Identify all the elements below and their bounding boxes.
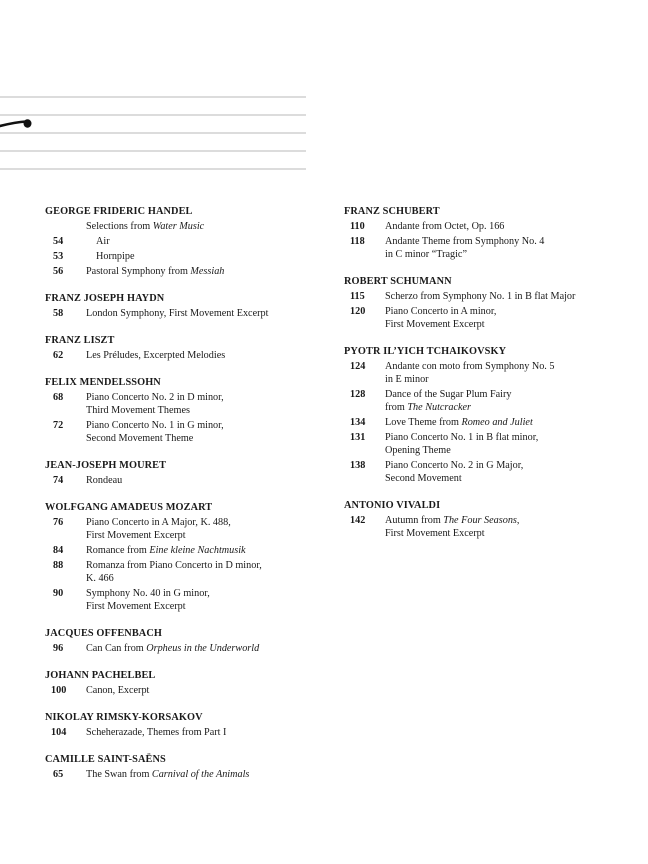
title-text: Scherzo from Symphony No. 1 in B flat Major	[385, 291, 576, 302]
title-text: Selections from	[86, 221, 153, 232]
contents-entry[interactable]	[344, 459, 634, 485]
composer-section	[45, 459, 325, 487]
title-text: Andante from Octet, Op. 166	[385, 221, 505, 232]
title-text: in E minor	[385, 374, 429, 385]
piece-title-line	[86, 600, 325, 613]
page-number: 76	[53, 517, 64, 528]
page-number: 68	[53, 392, 64, 403]
composer-section	[45, 627, 325, 655]
page-number: 110	[350, 221, 365, 232]
piece-title-line	[385, 472, 634, 485]
title-text: Piano Concerto No. 2 in D minor,	[86, 392, 224, 403]
piece-title	[385, 305, 634, 331]
contents-entry[interactable]	[45, 559, 325, 585]
contents-entry[interactable]	[45, 642, 325, 655]
contents-entry[interactable]	[45, 684, 325, 697]
page-number: 134	[350, 417, 366, 428]
piece-title	[86, 307, 325, 320]
composer-section	[45, 205, 325, 278]
piece-title	[385, 459, 634, 485]
piece-title	[86, 544, 325, 557]
title-text: Andante con moto from Symphony No. 5	[385, 361, 555, 372]
contents-entry[interactable]	[45, 768, 325, 781]
piece-title	[385, 290, 634, 303]
page-number	[45, 220, 86, 233]
title-text: K. 466	[86, 573, 114, 584]
piece-title	[86, 474, 325, 487]
contents-entry[interactable]	[344, 514, 634, 540]
composer-name: JEAN-JOSEPH MOURET	[45, 460, 167, 471]
composer-name: WOLFGANG AMADEUS MOZART	[45, 502, 213, 513]
title-text: Piano Concerto No. 2 in G Major,	[385, 460, 524, 471]
contents-entry[interactable]	[45, 391, 325, 417]
composer-section	[45, 711, 325, 739]
contents-entry[interactable]	[45, 474, 325, 487]
work-title-italic: Romeo and Juliet	[461, 417, 533, 428]
contents-entry[interactable]	[344, 220, 634, 233]
title-text: in C minor “Tragic”	[385, 249, 467, 260]
piece-title-line	[86, 432, 325, 445]
title-text: Dance of the Sugar Plum Fairy	[385, 389, 512, 400]
piece-title-line	[385, 373, 634, 386]
composer-section	[344, 345, 634, 485]
piece-title-line	[86, 307, 325, 320]
work-title-italic: The Nutcracker	[407, 402, 472, 413]
title-text: ,	[516, 515, 520, 526]
piece-title	[385, 220, 634, 233]
composer-name: FRANZ LISZT	[45, 335, 115, 346]
piece-title	[86, 391, 325, 417]
piece-title-line	[86, 572, 325, 585]
piece-title	[86, 516, 325, 542]
piece-title-line	[96, 235, 325, 248]
page-number: 124	[350, 361, 366, 372]
contents-entry[interactable]	[344, 416, 634, 429]
title-text: Piano Concerto No. 1 in G minor,	[86, 420, 224, 431]
contents-entry[interactable]	[45, 349, 325, 362]
piece-title-line	[86, 474, 325, 487]
page-number: 90	[53, 588, 64, 599]
work-title-italic: The Four Seasons	[443, 515, 517, 526]
piece-title-line	[86, 768, 325, 781]
composer-name: ROBERT SCHUMANN	[344, 276, 452, 287]
piece-title	[385, 235, 634, 261]
page-number: 54	[53, 236, 64, 247]
page-number: 115	[350, 291, 365, 302]
title-text: from	[385, 402, 408, 413]
title-text: Pastoral Symphony from	[86, 266, 191, 277]
title-text: Piano Concerto No. 1 in B flat minor,	[385, 432, 539, 443]
page-number: 62	[53, 350, 64, 361]
contents-entry[interactable]	[45, 726, 325, 739]
composer-name: ANTONIO VIVALDI	[344, 500, 441, 511]
title-text: Symphony No. 40 in G minor,	[86, 588, 210, 599]
title-text: Andante Theme from Symphony No. 4	[385, 236, 545, 247]
piece-title	[86, 768, 325, 781]
piece-title-line	[385, 318, 634, 331]
composer-name: JOHANN PACHELBEL	[45, 670, 156, 681]
piece-title-line	[86, 726, 325, 739]
piece-title	[86, 265, 325, 278]
piece-title-line	[385, 431, 634, 444]
composer-section	[45, 376, 325, 445]
page-number: 120	[350, 306, 366, 317]
piece-title-line	[86, 559, 325, 572]
page-number: 96	[53, 643, 64, 654]
page-number: 100	[51, 685, 67, 696]
page-number: 58	[53, 308, 64, 319]
title-text: Love Theme from	[385, 417, 462, 428]
piece-title-line	[385, 527, 634, 540]
title-text: Third Movement Themes	[86, 405, 190, 416]
piece-title-line	[385, 235, 634, 248]
contents-entry[interactable]	[45, 544, 325, 557]
piece-title	[86, 419, 325, 445]
title-text: Second Movement	[385, 473, 462, 484]
piece-title	[86, 726, 325, 739]
contents-entry[interactable]	[45, 235, 325, 248]
piece-title-line	[385, 290, 634, 303]
page-number: 72	[53, 420, 64, 431]
piece-title-line	[86, 684, 325, 697]
piece-title-line	[385, 514, 634, 527]
piece-title-line	[385, 360, 634, 373]
contents-left-column	[45, 205, 325, 795]
work-title-italic: Eine kleine Nachtmusik	[149, 545, 246, 556]
piece-title	[86, 642, 325, 655]
piece-title-line	[86, 265, 325, 278]
title-text: Hornpipe	[96, 251, 135, 262]
contents-entry[interactable]	[45, 265, 325, 278]
piece-title	[86, 587, 325, 613]
title-text: Scheherazade, Themes from Part I	[86, 727, 227, 738]
title-text: Second Movement Theme	[86, 433, 194, 444]
page-number: 138	[350, 460, 366, 471]
piece-title-line	[86, 404, 325, 417]
title-text: Romance from	[86, 545, 150, 556]
piece-title	[86, 349, 325, 362]
contents-right-column	[344, 205, 634, 554]
page-number: 131	[350, 432, 366, 443]
composer-section	[344, 205, 634, 261]
piece-title	[385, 360, 634, 386]
piece-title-line	[86, 349, 325, 362]
composer-section	[344, 499, 634, 540]
title-text: First Movement Excerpt	[86, 530, 186, 541]
composer-section	[45, 669, 325, 697]
composer-name: FELIX MENDELSSOHN	[45, 377, 161, 388]
composer-name: GEORGE FRIDERIC HANDEL	[45, 206, 193, 217]
piece-title-line	[86, 220, 325, 233]
contents-entry[interactable]	[45, 250, 325, 263]
contents-entry[interactable]	[45, 516, 325, 542]
title-text: Piano Concerto in A minor,	[385, 306, 497, 317]
composer-section	[344, 275, 634, 331]
piece-title	[86, 250, 325, 263]
piece-title-line	[86, 516, 325, 529]
page-number: 53	[53, 251, 64, 262]
title-text: Rondeau	[86, 475, 123, 486]
piece-title	[385, 431, 634, 457]
piece-title-line	[385, 305, 634, 318]
page-number: 142	[350, 515, 366, 526]
piece-title	[385, 416, 634, 429]
note-slur-icon	[0, 119, 32, 127]
music-staff-decoration	[0, 0, 310, 180]
title-text: The Swan from	[86, 769, 152, 780]
page-number: 88	[53, 560, 64, 571]
work-title-italic: Orpheus in the Underworld	[146, 643, 260, 654]
composer-section	[45, 334, 325, 362]
title-text: Romanza from Piano Concerto in D minor,	[86, 560, 262, 571]
piece-title-line	[385, 416, 634, 429]
piece-title-line	[385, 459, 634, 472]
title-text: Autumn from	[385, 515, 444, 526]
staff-lines	[0, 97, 306, 169]
piece-title-line	[385, 401, 634, 414]
composer-name: PYOTR IL’YICH TCHAIKOVSKY	[344, 346, 507, 357]
piece-title-line	[86, 544, 325, 557]
page-number: 56	[53, 266, 64, 277]
title-text: First Movement Excerpt	[86, 601, 186, 612]
title-text: First Movement Excerpt	[385, 528, 485, 539]
piece-title-line	[385, 248, 634, 261]
page-number: 84	[53, 545, 64, 556]
composer-section	[45, 501, 325, 613]
title-text: Air	[96, 236, 110, 247]
piece-title-line	[86, 529, 325, 542]
composer-name: FRANZ JOSEPH HAYDN	[45, 293, 165, 304]
piece-title	[86, 235, 325, 248]
piece-title-line	[86, 642, 325, 655]
contents-entry[interactable]	[344, 305, 634, 331]
piece-title-line	[385, 444, 634, 457]
contents-entry[interactable]	[45, 419, 325, 445]
contents-entry[interactable]	[344, 431, 634, 457]
contents-entry[interactable]	[45, 220, 325, 233]
composer-name: NIKOLAY RIMSKY-KORSAKOV	[45, 712, 203, 723]
work-title-italic: Messiah	[190, 266, 225, 277]
contents-entry[interactable]	[45, 307, 325, 320]
contents-entry[interactable]	[344, 290, 634, 303]
piece-title	[385, 388, 634, 414]
composer-section	[45, 753, 325, 781]
work-title-italic: Carnival of the Animals	[151, 769, 250, 780]
contents-entry[interactable]	[344, 235, 634, 261]
page-number: 74	[53, 475, 64, 486]
piece-title-line	[86, 419, 325, 432]
composer-name: FRANZ SCHUBERT	[344, 206, 440, 217]
piece-title	[385, 514, 634, 540]
composer-name: JACQUES OFFENBACH	[45, 628, 162, 639]
piece-title	[86, 220, 325, 233]
composer-section	[45, 292, 325, 320]
piece-title	[86, 684, 325, 697]
work-title-italic: Water Music	[152, 221, 205, 232]
title-text: Piano Concerto in A Major, K. 488,	[86, 517, 231, 528]
piece-title	[86, 559, 325, 585]
contents-entry[interactable]	[45, 587, 325, 613]
title-text: London Symphony, First Movement Excerpt	[86, 308, 269, 319]
piece-title-line	[86, 391, 325, 404]
title-text: Can Can from	[86, 643, 147, 654]
title-text: Canon, Excerpt	[86, 685, 150, 696]
piece-title-line	[385, 388, 634, 401]
page-number: 104	[51, 727, 67, 738]
contents-entry[interactable]	[344, 360, 634, 386]
piece-title-line	[96, 250, 325, 263]
title-text: Opening Theme	[385, 445, 451, 456]
page-number: 118	[350, 236, 365, 247]
piece-title-line	[385, 220, 634, 233]
page-number: 128	[350, 389, 366, 400]
composer-name: CAMILLE SAINT-SAËNS	[45, 754, 166, 765]
title-text: First Movement Excerpt	[385, 319, 485, 330]
piece-title-line	[86, 587, 325, 600]
contents-entry[interactable]	[344, 388, 634, 414]
page-number: 65	[53, 769, 64, 780]
title-text: Les Préludes, Excerpted Melodies	[86, 350, 226, 361]
